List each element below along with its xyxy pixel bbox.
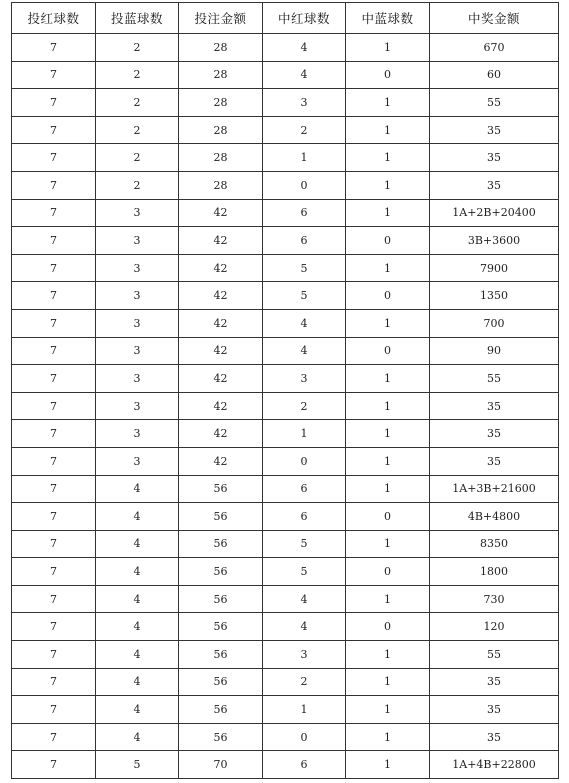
cell-red-balls-bet: 7 — [12, 34, 96, 62]
table-row — [12, 392, 559, 420]
cell-blue-balls-bet: 2 — [96, 89, 179, 117]
cell-bet-amount: 42 — [179, 420, 263, 448]
cell-blue-balls-hit: 1 — [346, 144, 430, 172]
cell-blue-balls-bet: 2 — [96, 116, 179, 144]
prize-table-container — [11, 2, 558, 779]
table-row — [12, 696, 559, 724]
cell-blue-balls-hit: 0 — [346, 503, 430, 531]
cell-blue-balls-hit: 1 — [346, 475, 430, 503]
cell-red-balls-hit: 2 — [263, 392, 346, 420]
cell-prize-amount: 7900 — [430, 254, 559, 282]
cell-bet-amount: 56 — [179, 503, 263, 531]
cell-red-balls-bet: 7 — [12, 89, 96, 117]
cell-red-balls-bet: 7 — [12, 365, 96, 393]
cell-bet-amount: 28 — [179, 61, 263, 89]
cell-bet-amount: 56 — [179, 723, 263, 751]
cell-blue-balls-hit: 1 — [346, 751, 430, 779]
cell-bet-amount: 28 — [179, 144, 263, 172]
cell-bet-amount: 28 — [179, 116, 263, 144]
cell-bet-amount: 56 — [179, 613, 263, 641]
cell-prize-amount: 35 — [430, 171, 559, 199]
cell-prize-amount: 90 — [430, 337, 559, 365]
cell-blue-balls-hit: 1 — [346, 34, 430, 62]
cell-bet-amount: 42 — [179, 365, 263, 393]
cell-blue-balls-bet: 4 — [96, 558, 179, 586]
table-row — [12, 613, 559, 641]
cell-red-balls-bet: 7 — [12, 641, 96, 669]
cell-red-balls-hit: 0 — [263, 723, 346, 751]
cell-red-balls-bet: 7 — [12, 503, 96, 531]
cell-red-balls-hit: 5 — [263, 558, 346, 586]
table-row — [12, 641, 559, 669]
cell-red-balls-hit: 4 — [263, 337, 346, 365]
table-body — [12, 34, 559, 779]
table-row — [12, 558, 559, 586]
cell-bet-amount: 70 — [179, 751, 263, 779]
cell-blue-balls-hit: 1 — [346, 641, 430, 669]
cell-bet-amount: 42 — [179, 309, 263, 337]
cell-red-balls-bet: 7 — [12, 309, 96, 337]
cell-red-balls-bet: 7 — [12, 613, 96, 641]
cell-prize-amount: 1A+3B+21600 — [430, 475, 559, 503]
cell-blue-balls-hit: 1 — [346, 585, 430, 613]
cell-red-balls-hit: 4 — [263, 309, 346, 337]
cell-blue-balls-bet: 4 — [96, 475, 179, 503]
cell-blue-balls-bet: 3 — [96, 254, 179, 282]
table-row — [12, 61, 559, 89]
cell-prize-amount: 35 — [430, 392, 559, 420]
cell-red-balls-bet: 7 — [12, 447, 96, 475]
cell-red-balls-hit: 4 — [263, 34, 346, 62]
cell-bet-amount: 56 — [179, 475, 263, 503]
cell-bet-amount: 56 — [179, 668, 263, 696]
header-row — [12, 3, 559, 34]
cell-blue-balls-hit: 1 — [346, 723, 430, 751]
cell-prize-amount: 60 — [430, 61, 559, 89]
cell-prize-amount: 120 — [430, 613, 559, 641]
cell-red-balls-bet: 7 — [12, 530, 96, 558]
cell-red-balls-bet: 7 — [12, 199, 96, 227]
table-row — [12, 447, 559, 475]
cell-red-balls-bet: 7 — [12, 171, 96, 199]
cell-blue-balls-hit: 1 — [346, 89, 430, 117]
cell-red-balls-hit: 6 — [263, 227, 346, 255]
prize-table — [11, 2, 559, 779]
table-row — [12, 171, 559, 199]
cell-blue-balls-hit: 1 — [346, 420, 430, 448]
cell-blue-balls-hit: 1 — [346, 447, 430, 475]
cell-red-balls-bet: 7 — [12, 558, 96, 586]
table-row — [12, 89, 559, 117]
cell-blue-balls-hit: 0 — [346, 61, 430, 89]
cell-blue-balls-hit: 1 — [346, 668, 430, 696]
cell-red-balls-hit: 5 — [263, 254, 346, 282]
cell-red-balls-bet: 7 — [12, 227, 96, 255]
cell-red-balls-hit: 2 — [263, 668, 346, 696]
cell-red-balls-hit: 5 — [263, 530, 346, 558]
cell-bet-amount: 56 — [179, 585, 263, 613]
header-red-balls-bet: 投红球数 — [12, 3, 96, 34]
cell-blue-balls-bet: 3 — [96, 337, 179, 365]
cell-prize-amount: 35 — [430, 144, 559, 172]
cell-red-balls-bet: 7 — [12, 751, 96, 779]
cell-red-balls-bet: 7 — [12, 585, 96, 613]
cell-red-balls-hit: 4 — [263, 61, 346, 89]
cell-bet-amount: 42 — [179, 447, 263, 475]
table-row — [12, 282, 559, 310]
cell-prize-amount: 55 — [430, 641, 559, 669]
cell-blue-balls-bet: 4 — [96, 585, 179, 613]
cell-bet-amount: 28 — [179, 89, 263, 117]
cell-red-balls-hit: 1 — [263, 420, 346, 448]
table-row — [12, 723, 559, 751]
cell-prize-amount: 35 — [430, 696, 559, 724]
cell-blue-balls-bet: 2 — [96, 171, 179, 199]
cell-red-balls-bet: 7 — [12, 696, 96, 724]
cell-red-balls-bet: 7 — [12, 392, 96, 420]
cell-red-balls-hit: 0 — [263, 171, 346, 199]
table-row — [12, 751, 559, 779]
cell-blue-balls-bet: 2 — [96, 34, 179, 62]
table-row — [12, 227, 559, 255]
cell-bet-amount: 56 — [179, 530, 263, 558]
cell-prize-amount: 1A+2B+20400 — [430, 199, 559, 227]
table-row — [12, 144, 559, 172]
cell-blue-balls-hit: 1 — [346, 171, 430, 199]
cell-blue-balls-bet: 3 — [96, 227, 179, 255]
cell-prize-amount: 4B+4800 — [430, 503, 559, 531]
cell-red-balls-bet: 7 — [12, 337, 96, 365]
cell-blue-balls-hit: 0 — [346, 613, 430, 641]
table-header — [12, 3, 559, 34]
cell-blue-balls-hit: 1 — [346, 199, 430, 227]
cell-bet-amount: 56 — [179, 641, 263, 669]
cell-blue-balls-bet: 4 — [96, 696, 179, 724]
cell-blue-balls-bet: 3 — [96, 420, 179, 448]
cell-blue-balls-bet: 3 — [96, 199, 179, 227]
cell-red-balls-hit: 1 — [263, 144, 346, 172]
table-row — [12, 199, 559, 227]
cell-bet-amount: 28 — [179, 171, 263, 199]
table-row — [12, 365, 559, 393]
cell-bet-amount: 42 — [179, 199, 263, 227]
cell-prize-amount: 35 — [430, 116, 559, 144]
cell-prize-amount: 55 — [430, 89, 559, 117]
cell-red-balls-hit: 0 — [263, 447, 346, 475]
cell-red-balls-hit: 3 — [263, 89, 346, 117]
cell-prize-amount: 35 — [430, 420, 559, 448]
cell-red-balls-hit: 6 — [263, 199, 346, 227]
table-row — [12, 530, 559, 558]
cell-bet-amount: 42 — [179, 392, 263, 420]
cell-blue-balls-bet: 4 — [96, 723, 179, 751]
cell-blue-balls-bet: 4 — [96, 613, 179, 641]
cell-blue-balls-bet: 4 — [96, 530, 179, 558]
table-row — [12, 254, 559, 282]
cell-red-balls-bet: 7 — [12, 475, 96, 503]
cell-prize-amount: 35 — [430, 668, 559, 696]
cell-blue-balls-hit: 1 — [346, 116, 430, 144]
cell-blue-balls-bet: 4 — [96, 641, 179, 669]
cell-blue-balls-bet: 3 — [96, 365, 179, 393]
cell-red-balls-bet: 7 — [12, 116, 96, 144]
cell-red-balls-bet: 7 — [12, 254, 96, 282]
cell-blue-balls-hit: 1 — [346, 254, 430, 282]
cell-blue-balls-bet: 2 — [96, 144, 179, 172]
cell-red-balls-hit: 4 — [263, 613, 346, 641]
cell-red-balls-bet: 7 — [12, 723, 96, 751]
cell-blue-balls-bet: 3 — [96, 309, 179, 337]
header-blue-balls-hit: 中蓝球数 — [346, 3, 430, 34]
cell-prize-amount: 55 — [430, 365, 559, 393]
table-row — [12, 475, 559, 503]
cell-blue-balls-bet: 2 — [96, 61, 179, 89]
cell-prize-amount: 1800 — [430, 558, 559, 586]
table-row — [12, 668, 559, 696]
cell-red-balls-hit: 6 — [263, 751, 346, 779]
cell-blue-balls-hit: 1 — [346, 365, 430, 393]
cell-prize-amount: 8350 — [430, 530, 559, 558]
cell-blue-balls-bet: 4 — [96, 503, 179, 531]
table-row — [12, 420, 559, 448]
cell-bet-amount: 42 — [179, 282, 263, 310]
cell-red-balls-hit: 6 — [263, 503, 346, 531]
cell-prize-amount: 670 — [430, 34, 559, 62]
cell-red-balls-hit: 2 — [263, 116, 346, 144]
cell-prize-amount: 700 — [430, 309, 559, 337]
cell-blue-balls-bet: 3 — [96, 282, 179, 310]
cell-bet-amount: 56 — [179, 558, 263, 586]
cell-blue-balls-bet: 5 — [96, 751, 179, 779]
cell-red-balls-hit: 5 — [263, 282, 346, 310]
cell-red-balls-hit: 1 — [263, 696, 346, 724]
cell-blue-balls-hit: 0 — [346, 558, 430, 586]
header-red-balls-hit: 中红球数 — [263, 3, 346, 34]
header-prize-amount: 中奖金额 — [430, 3, 559, 34]
table-row — [12, 34, 559, 62]
header-blue-balls-bet: 投蓝球数 — [96, 3, 179, 34]
cell-red-balls-bet: 7 — [12, 144, 96, 172]
table-row — [12, 585, 559, 613]
cell-red-balls-bet: 7 — [12, 420, 96, 448]
cell-blue-balls-hit: 1 — [346, 309, 430, 337]
cell-red-balls-bet: 7 — [12, 61, 96, 89]
table-row — [12, 116, 559, 144]
cell-blue-balls-hit: 0 — [346, 227, 430, 255]
cell-red-balls-bet: 7 — [12, 668, 96, 696]
cell-blue-balls-hit: 1 — [346, 530, 430, 558]
table-row — [12, 503, 559, 531]
cell-bet-amount: 56 — [179, 696, 263, 724]
cell-blue-balls-hit: 1 — [346, 392, 430, 420]
cell-prize-amount: 1A+4B+22800 — [430, 751, 559, 779]
cell-bet-amount: 42 — [179, 337, 263, 365]
cell-prize-amount: 35 — [430, 723, 559, 751]
cell-bet-amount: 42 — [179, 227, 263, 255]
cell-red-balls-hit: 4 — [263, 585, 346, 613]
cell-blue-balls-bet: 3 — [96, 447, 179, 475]
cell-blue-balls-hit: 0 — [346, 337, 430, 365]
table-row — [12, 309, 559, 337]
cell-blue-balls-bet: 3 — [96, 392, 179, 420]
cell-red-balls-hit: 3 — [263, 641, 346, 669]
cell-blue-balls-hit: 0 — [346, 282, 430, 310]
cell-red-balls-hit: 3 — [263, 365, 346, 393]
cell-prize-amount: 730 — [430, 585, 559, 613]
cell-bet-amount: 42 — [179, 254, 263, 282]
cell-red-balls-bet: 7 — [12, 282, 96, 310]
cell-red-balls-hit: 6 — [263, 475, 346, 503]
cell-blue-balls-hit: 1 — [346, 696, 430, 724]
table-row — [12, 337, 559, 365]
cell-prize-amount: 3B+3600 — [430, 227, 559, 255]
cell-blue-balls-bet: 4 — [96, 668, 179, 696]
cell-prize-amount: 1350 — [430, 282, 559, 310]
cell-bet-amount: 28 — [179, 34, 263, 62]
cell-prize-amount: 35 — [430, 447, 559, 475]
header-bet-amount: 投注金额 — [179, 3, 263, 34]
